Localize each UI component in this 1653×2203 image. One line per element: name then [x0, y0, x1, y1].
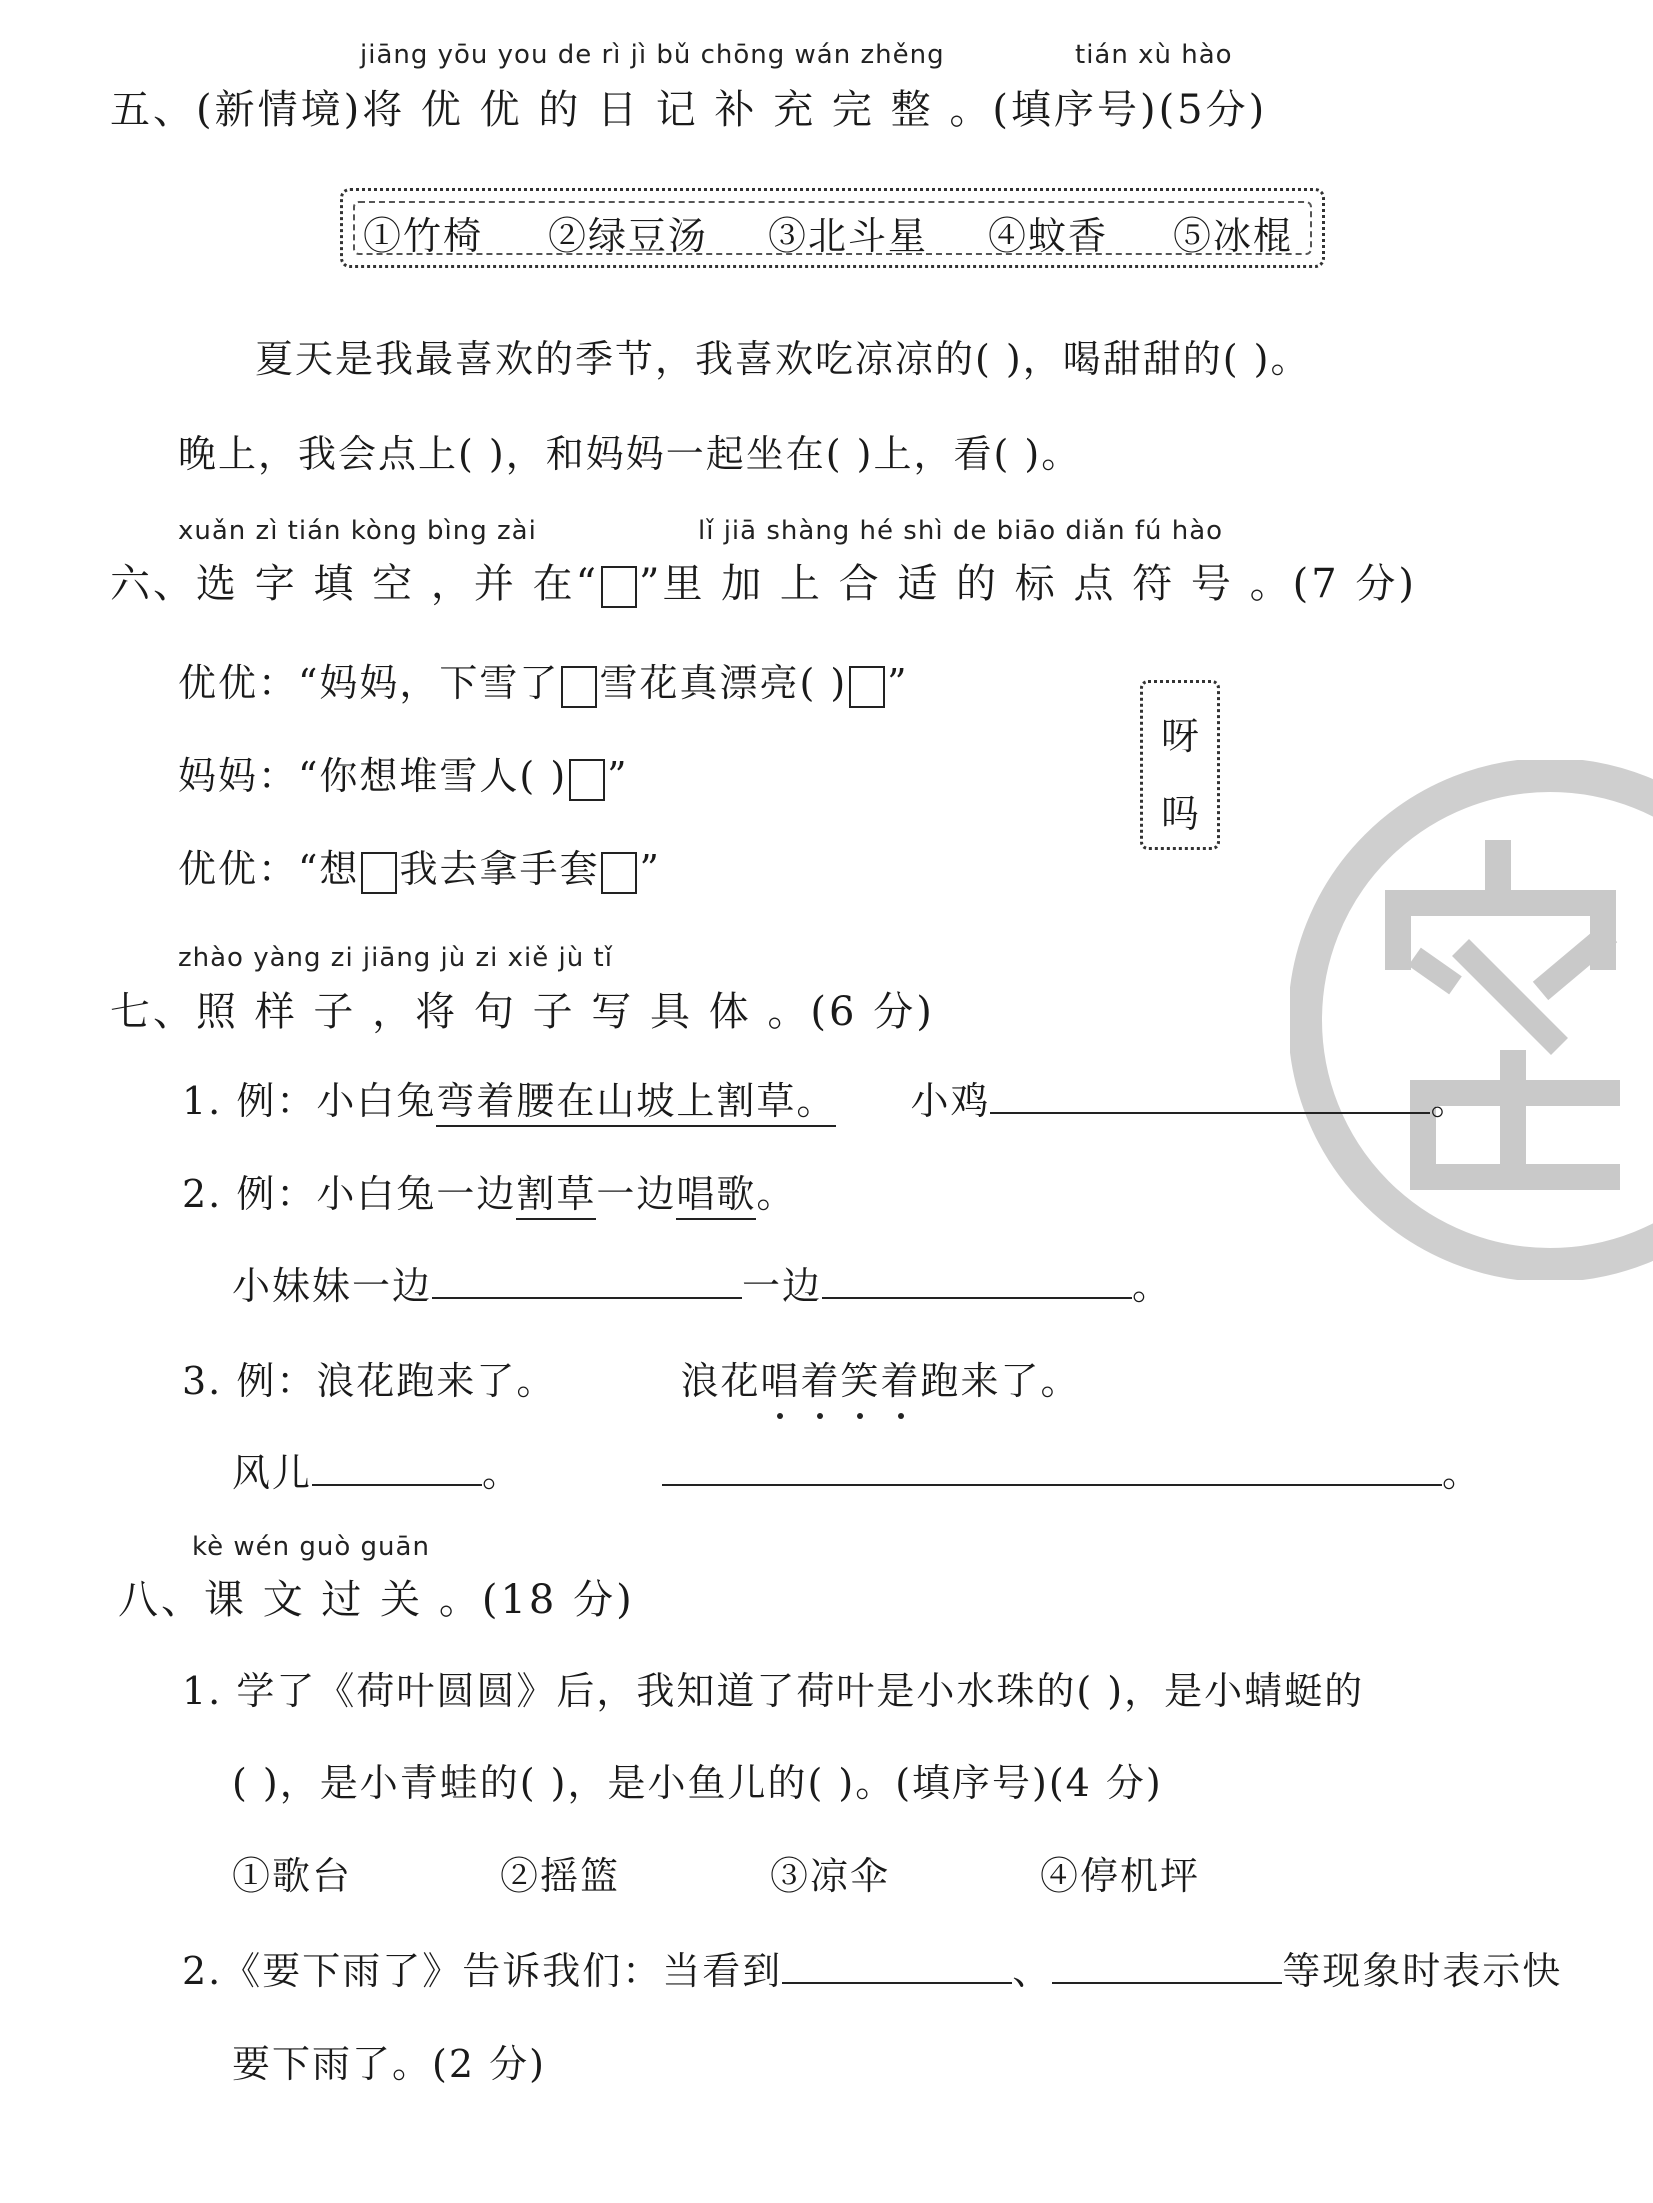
s7-q1-period: 。: [1430, 1079, 1471, 1123]
s5-line-2: 晚上，我会点上( )，和妈妈一起坐在( )上，看( )。: [178, 432, 1082, 476]
answer-box[interactable]: [561, 666, 597, 708]
s5-option-3: ③北斗星: [768, 214, 929, 258]
s8-q2-line-1: [182, 1940, 1562, 1995]
answer-line[interactable]: [990, 1078, 1430, 1114]
s6-d2-text-b: ”: [607, 754, 629, 798]
s6-choice-1: 呀: [1161, 714, 1202, 758]
s7-q2-line-text-c: 。: [1132, 1264, 1173, 1308]
s8-q1-option-4: ④停机坪: [1040, 1854, 1201, 1898]
s5-pinyin-2: tián xù hào: [1075, 40, 1233, 70]
s8-heading: 八、课 文 过 关 。(18 分): [118, 1577, 635, 1623]
s6-pinyin-2: lǐ jiā shàng hé shì de biāo diǎn fú hào: [698, 516, 1224, 546]
s7-q1-text-c: 小鸡: [910, 1079, 991, 1123]
s6-d3-text-a: 优优：“想: [178, 847, 360, 891]
s6-d1-text-c: ”: [887, 661, 909, 705]
s7-q2-text-b: 一边: [596, 1172, 677, 1216]
s7-q2-text-a: 2. 例：小白兔一边: [182, 1172, 517, 1216]
s5-option-5: ⑤冰棍: [1173, 214, 1294, 258]
answer-line[interactable]: [432, 1263, 742, 1299]
s7-q1-text-a: 1. 例：小白兔: [182, 1079, 437, 1123]
s6-dialogue-1: [178, 652, 909, 708]
s8-q1-line-1: 1. 学了《荷叶圆圆》后，我知道了荷叶是小水珠的( )，是小蜻蜓的: [182, 1669, 1365, 1713]
answer-line[interactable]: [312, 1450, 482, 1486]
s6-heading-part-b: ”里 加 上 合 适 的 标 点 符 号 。(7 分): [639, 561, 1418, 607]
s8-q2-line-2: 要下雨了。(2 分): [232, 2042, 546, 2086]
watermark-seal-icon: [1290, 760, 1653, 1280]
s7-q2: [182, 1163, 796, 1218]
s8-q2-text-b: 等现象时表示快: [1282, 1949, 1563, 1993]
s5-options-box: [340, 188, 1325, 268]
answer-box[interactable]: [601, 852, 637, 894]
s7-q2-line-text-b: 一边: [742, 1264, 823, 1308]
answer-box[interactable]: [361, 852, 397, 894]
s5-option-4: ④蚊香: [988, 214, 1109, 258]
answer-box[interactable]: [849, 666, 885, 708]
s6-d1-text-b: 雪花真漂亮( ): [599, 661, 848, 705]
s5-heading: 五、(新情境)将 优 优 的 日 记 补 充 完 整 。(填序号)(5分): [110, 87, 1268, 133]
s6-d3-text-b: 我去拿手套: [399, 847, 600, 891]
s6-dialogue-2: [178, 745, 629, 801]
s7-q2-underlined-1: 割草: [516, 1172, 596, 1220]
s7-q2-answer: [232, 1255, 1172, 1310]
s7-q1-underlined: 弯着腰在山坡上: [436, 1079, 716, 1127]
s6-dialogue-3: [178, 838, 661, 894]
dotted-char: 着: [881, 1359, 921, 1403]
s6-heading: [110, 552, 1417, 609]
punct-box-icon: [601, 566, 637, 608]
s7-q3-line-text: 风儿: [232, 1451, 313, 1495]
answer-line[interactable]: [1052, 1948, 1282, 1984]
s6-choice-box: [1140, 680, 1220, 850]
answer-line[interactable]: [782, 1948, 1012, 1984]
s6-d2-text-a: 妈妈：“你想堆雪人( ): [178, 754, 568, 798]
answer-line[interactable]: [662, 1450, 1442, 1486]
s5-option-2: ②绿豆汤: [548, 214, 709, 258]
s8-q1-line-2: ( )，是小青蛙的( )，是小鱼儿的( )。(填序号)(4 分): [232, 1761, 1163, 1805]
s7-q2-text-c: 。: [756, 1172, 797, 1216]
s6-d1-text-a: 优优：“妈妈，下雪了: [178, 661, 560, 705]
s8-q1-option-1: ①歌台: [232, 1854, 353, 1898]
s6-choice-2: 吗: [1161, 792, 1202, 836]
s8-q1-option-2: ②摇篮: [500, 1854, 621, 1898]
s5-option-1: ①竹椅: [363, 214, 484, 258]
s8-q2-separator: 、: [1012, 1949, 1053, 1993]
s7-q1-text-b: 割草。: [716, 1079, 836, 1127]
s7-q3: [182, 1350, 1081, 1405]
s7-q3-text-c: 跑来了。: [920, 1359, 1081, 1403]
s7-q2-underlined-2: 唱歌: [676, 1172, 756, 1220]
s5-pinyin-1: jiāng yōu you de rì jì bǔ chōng wán zhěng: [360, 40, 945, 70]
dotted-char: 着: [800, 1359, 840, 1403]
s7-q2-line-text-a: 小妹妹一边: [232, 1264, 433, 1308]
s7-q3-period-1: 。: [482, 1451, 523, 1495]
dotted-char: 笑: [840, 1359, 880, 1403]
s8-pinyin: kè wén guò guān: [192, 1532, 430, 1562]
s7-q3-answer: [232, 1442, 1482, 1497]
s7-pinyin: zhào yàng zi jiāng jù zi xiě jù tǐ: [178, 943, 613, 973]
s7-q3-period-2: 。: [1442, 1451, 1483, 1495]
s7-heading: 七、照 样 子 ，将 句 子 写 具 体 。(6 分): [110, 989, 935, 1035]
answer-box[interactable]: [569, 759, 605, 801]
answer-line[interactable]: [822, 1263, 1132, 1299]
s5-line-1: 夏天是我最喜欢的季节，我喜欢吃凉凉的( )，喝甜甜的( )。: [255, 337, 1311, 381]
s7-q1: [182, 1070, 1471, 1125]
s6-heading-part-a: 六、选 字 填 空 ，并 在“: [110, 561, 600, 607]
s8-q2-text-a: 2.《要下雨了》告诉我们：当看到: [182, 1949, 783, 1993]
s7-q3-text-a: 3. 例：浪花跑来了。: [182, 1359, 557, 1403]
s8-q1-option-3: ③凉伞: [770, 1854, 891, 1898]
s6-pinyin-1: xuǎn zì tián kòng bìng zài: [178, 516, 537, 546]
s6-d3-text-c: ”: [639, 847, 661, 891]
dotted-char: 唱: [760, 1359, 800, 1403]
s7-q3-text-b: 浪花: [680, 1359, 761, 1403]
